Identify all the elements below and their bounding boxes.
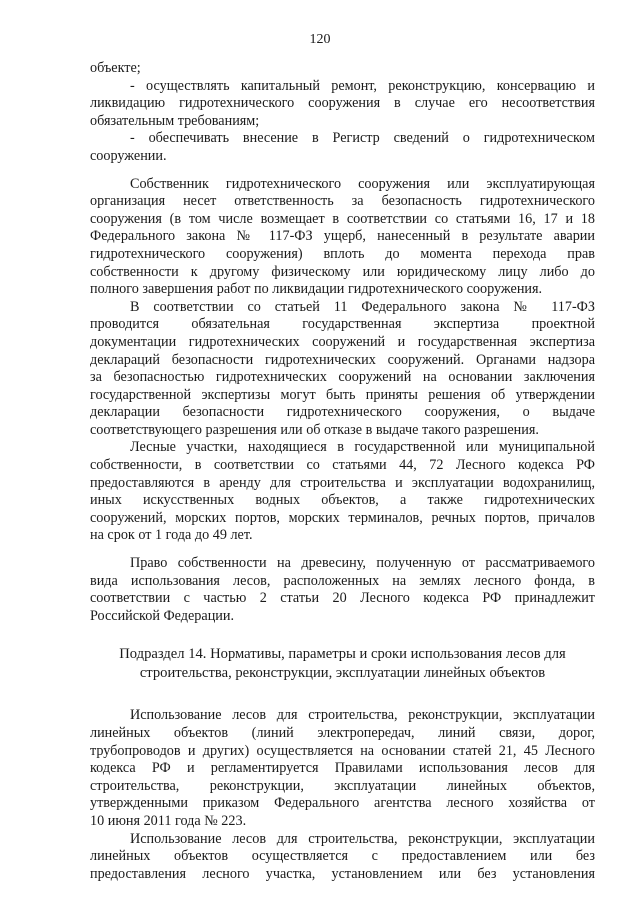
text-line: объекте; <box>90 60 141 76</box>
page-number: 120 <box>309 32 331 47</box>
text-line: собственности, в соответствии со статьями 44, 72 Лесного кодекса РФ <box>90 457 595 474</box>
text-line: на срок от 1 года до 49 лет. <box>90 527 253 544</box>
paragraph-state-expertise <box>90 299 595 440</box>
text-line: Использование лесов для строительства, реконструкции, эксплуатации <box>130 830 595 847</box>
text-line: соответствующего разрешения или об отказе в выдаче такого разрешения. <box>90 421 539 438</box>
text-line: обязательным требованиям; <box>90 112 260 129</box>
text-line: Федерального закона № 117-ФЗ ущерб, нанесенный в результате аварии <box>90 228 595 245</box>
text-line: полного завершения работ по ликвидации гидротехнического сооружения. <box>90 281 543 298</box>
list-item: - обеспечивать внесение в Регистр сведений о гидротехническом <box>130 130 595 147</box>
text-line: вида использования лесов, расположенных на землях лесного фонда, в <box>90 572 595 589</box>
text-line: сооружения (в том числе возмещает в соответствии со статьями 16, 17 и 18 <box>90 210 595 227</box>
text-line: декларации безопасности гидротехнического сооружения, о выдаче <box>90 404 595 421</box>
text-line: линейных объектов осуществляется с предоставлением или без <box>90 848 595 865</box>
text-line: проводится обязательная государственная экспертиза проектной <box>90 316 595 333</box>
text-line: организация несет ответственность за безопасность гидротехнического <box>90 193 595 210</box>
paragraph-linear-objects-basis <box>90 707 595 830</box>
text-line: иных искусственных водных объектов, а также гидротехнических <box>90 492 595 509</box>
text-line: собственности к другому физическому или юридическому лицу либо до <box>90 263 595 280</box>
text-line: Использование лесов для строительства, реконструкции, эксплуатации <box>130 707 595 724</box>
list-continuation <box>90 60 595 166</box>
text-line: соответствии с частью 2 статьи 20 Лесного кодекса РФ принадлежит <box>90 590 595 607</box>
text-line: Собственник гидротехнического сооружения или эксплуатирующая <box>130 175 595 192</box>
section-heading <box>90 645 595 683</box>
text-line: Российской Федерации. <box>90 607 235 624</box>
paragraph-forest-plots <box>90 439 595 545</box>
text-line: В соответствии со статьей 11 Федерального закона № 117-ФЗ <box>130 298 595 315</box>
paragraph-linear-objects-usage <box>90 831 595 884</box>
text-line: линейных объектов (линий электропередач, линий связи, дорог, <box>90 725 595 741</box>
text-line: 10 июня 2011 года № 223. <box>90 812 247 829</box>
list-item: - осуществлять капитальный ремонт, реконструкцию, консервацию и <box>130 77 595 94</box>
text-line: предоставляются в аренду для строительства и эксплуатации водохранилищ, <box>90 474 595 491</box>
paragraph-timber-ownership <box>90 555 595 625</box>
text-line: за безопасностью гидротехнических сооружений на основании заключения <box>90 369 595 386</box>
text-line: кодекса РФ и регламентируется Правилами использования лесов для <box>90 760 595 777</box>
text-line: сооружении. <box>90 147 167 164</box>
text-line: деклараций безопасности гидротехнических сооружений. Органами надзора <box>90 351 595 368</box>
text-line: предоставления лесного участка, установлением или без установления <box>90 865 595 882</box>
text-line: Лесные участки, находящиеся в государственной или муниципальной <box>130 439 595 456</box>
text-line: Право собственности на древесину, полученную от рассматриваемого <box>130 555 595 572</box>
text-line: строительства, реконструкции, эксплуатации линейных объектов, <box>90 777 595 794</box>
heading-line: Подраздел 14. Нормативы, параметры и сроки использования лесов для <box>119 646 566 663</box>
text-line: сооружений, морских портов, морских терминалов, речных портов, причалов <box>90 509 595 526</box>
text-line: государственной экспертизы могут быть приняты решения об утверждении <box>90 386 595 403</box>
page-content <box>90 60 595 883</box>
text-line: документации гидротехнических сооружений и государственная экспертиза <box>90 333 595 350</box>
text-line: ликвидацию гидротехнического сооружения в случае его несоответствия <box>90 95 595 112</box>
text-line: гидротехнического сооружения) вплоть до момента перехода прав <box>90 245 595 262</box>
text-line: утвержденными приказом Федерального агентства лесного хозяйства от <box>90 795 595 812</box>
heading-line: строительства, реконструкции, эксплуатации линейных объектов <box>139 665 546 682</box>
text-line: трубопроводов и других) осуществляется на основании статей 21, 45 Лесного <box>90 742 595 759</box>
paragraph-owner-responsibility <box>90 176 595 299</box>
